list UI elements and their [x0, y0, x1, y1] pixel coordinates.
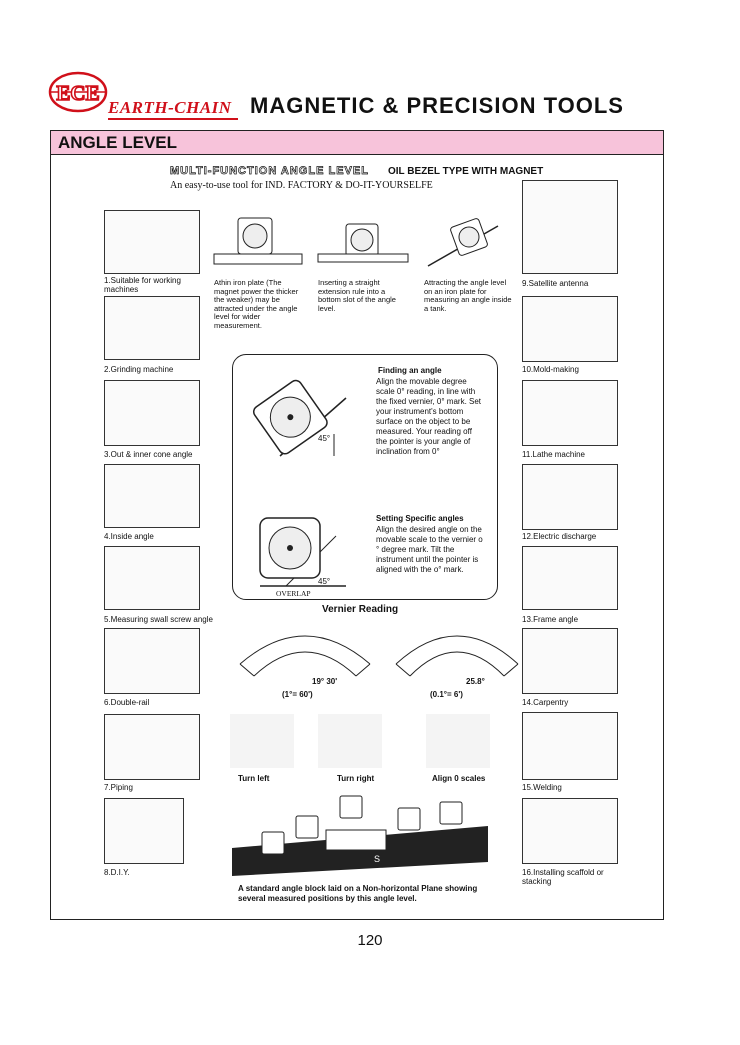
ece-logo — [48, 70, 108, 114]
use-caption: 16.Installing scaffold or stacking — [522, 868, 604, 886]
product-title: MULTI-FUNCTION ANGLE LEVEL — [170, 165, 369, 177]
vernier-note-1: (1°= 60') — [282, 690, 313, 699]
top-note: Attracting the angle level on an iron plate for measuring an angle inside a tank. — [424, 278, 512, 313]
use-image-screw-angle — [104, 546, 200, 610]
use-image-inside-angle — [104, 464, 200, 528]
angle-block-illustration — [230, 792, 492, 880]
use-image-carpentry — [522, 628, 618, 694]
use-caption: 10.Mold-making — [522, 365, 579, 374]
hand-caption: Align 0 scales — [432, 774, 486, 783]
use-caption: 15.Welding — [522, 783, 562, 792]
angle-label: 45° — [318, 434, 331, 443]
use-image-grinding-machine — [104, 296, 200, 360]
extension-rule-illustration — [318, 220, 410, 264]
hand-caption: Turn left — [238, 774, 270, 783]
vernier-reading-1: 19° 30' — [312, 677, 338, 686]
use-caption: 2.Grinding machine — [104, 365, 174, 374]
use-caption: 3.Out & inner cone angle — [104, 450, 193, 459]
finding-title: Finding an angle — [378, 366, 442, 375]
use-image-cone-angle — [104, 380, 200, 446]
hand-caption: Turn right — [337, 774, 375, 783]
product-subtitle: OIL BEZEL TYPE WITH MAGNET — [388, 166, 544, 177]
setting-title: Setting Specific angles — [376, 514, 464, 523]
angle-label: 45° — [318, 577, 331, 586]
use-image-satellite-antenna — [522, 180, 618, 274]
use-image-lathe — [522, 380, 618, 446]
use-image-diy — [104, 798, 184, 864]
use-image-piping — [104, 714, 200, 780]
brand-underline — [108, 118, 238, 120]
page-number: 120 — [357, 932, 383, 949]
vernier-title: Vernier Reading — [322, 604, 399, 615]
use-caption: 14.Carpentry — [522, 698, 569, 707]
vernier-scale-right — [392, 614, 522, 684]
vernier-reading-2: 25.8° — [466, 677, 485, 686]
logo-text: ECE — [56, 81, 100, 105]
use-caption: 7.Piping — [104, 783, 133, 792]
brand-name: EARTH-CHAIN — [108, 98, 232, 117]
use-caption: 12.Electric discharge — [522, 532, 597, 541]
use-image-electric-discharge — [522, 464, 618, 530]
use-image-frame-angle — [522, 546, 618, 610]
hand-image-turn-right — [318, 714, 382, 768]
top-note: Athin iron plate (The magnet power the thicker the weaker) may be attracted under the angle level for wider measurement. — [214, 278, 299, 330]
use-caption: 4.Inside angle — [104, 532, 154, 541]
vernier-note-2: (0.1°= 6') — [430, 690, 463, 699]
section-title: ANGLE LEVEL — [58, 133, 178, 152]
use-caption: 8.D.I.Y. — [104, 868, 130, 877]
angle-block-caption: A standard angle block laid on a Non-horizontal Plane showing several measured positions by this angle level. — [238, 884, 478, 903]
hand-image-turn-left — [230, 714, 294, 768]
use-caption: 11.Lathe machine — [522, 450, 586, 459]
product-tagline: An easy-to-use tool for IND. FACTORY & DO-IT-YOURSELFE — [170, 180, 433, 191]
top-note: Inserting a straight extension rule into a bottom slot of the angle level. — [318, 278, 396, 313]
page-title: MAGNETIC & PRECISION TOOLS — [250, 93, 624, 118]
use-caption: 5.Measuring swall screw angle — [104, 615, 213, 624]
use-caption: 13.Frame angle — [522, 615, 579, 624]
use-image-double-rail — [104, 628, 200, 694]
tank-illustration — [428, 216, 508, 268]
use-caption: 9.Satellite antenna — [522, 279, 589, 288]
use-caption: 1.Suitable for working machines — [104, 276, 181, 294]
use-caption: 6.Double-rail — [104, 698, 150, 707]
use-image-welding — [522, 712, 618, 780]
use-image-working-machines — [104, 210, 200, 274]
block-mark: S — [374, 854, 381, 864]
use-image-mold-making — [522, 296, 618, 362]
finding-text: Align the movable degree scale 0° reading, in line with the fixed vernier, 0° mark. Set your instrument's bottom surface on the object to be measured. Your reading off the pointer is your angle of inclination from 0° — [376, 377, 482, 456]
finding-angle-diagram — [250, 378, 350, 460]
hand-image-align-zero — [426, 714, 490, 768]
use-image-scaffold — [522, 798, 618, 864]
vernier-scale-left — [236, 614, 374, 684]
iron-plate-illustration — [212, 214, 304, 268]
overlap-label: OVERLAP — [276, 589, 311, 598]
setting-text: Align the desired angle on the movable scale to the vernier o ° degree mark. Tilt the instrument until the pointer is aligned with the o° mark. — [376, 525, 483, 574]
setting-angle-diagram — [250, 506, 350, 592]
